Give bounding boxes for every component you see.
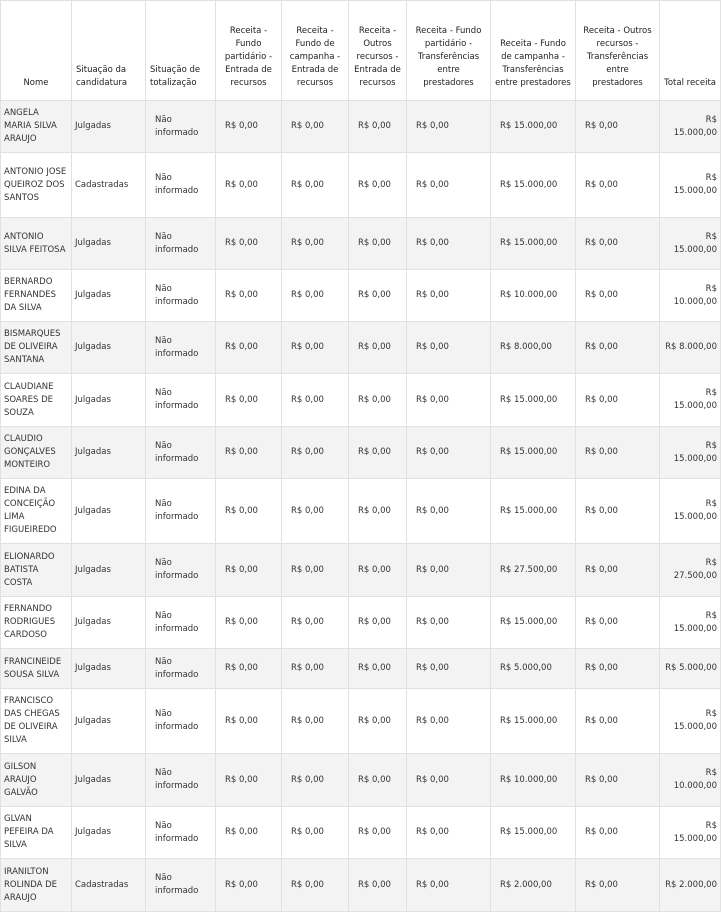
cell-total-receita: R$ 5.000,00 — [660, 649, 721, 689]
cell-fundo-campanha-entrada: R$ 0,00 — [282, 807, 349, 859]
cell-fundo-partidario-transferencias: R$ 0,00 — [407, 859, 491, 912]
cell-total-receita: R$ 15.000,00 — [660, 479, 721, 544]
cell-fundo-campanha-transferencias: R$ 8.000,00 — [491, 322, 576, 374]
column-header-fundo-partidario-entrada[interactable]: Receita - Fundo partidário - Entrada de recursos — [216, 1, 282, 101]
cell-outros-recursos-entrada: R$ 0,00 — [349, 754, 407, 807]
cell-total-receita: R$ 15.000,00 — [660, 218, 721, 270]
cell-situacao-totalizacao: Não informado — [146, 649, 216, 689]
cell-nome: ANTONIO SILVA FEITOSA — [1, 218, 72, 270]
cell-situacao-totalizacao: Não informado — [146, 689, 216, 754]
cell-situacao-candidatura: Julgadas — [72, 101, 146, 153]
cell-situacao-candidatura: Julgadas — [72, 479, 146, 544]
cell-fundo-partidario-transferencias: R$ 0,00 — [407, 689, 491, 754]
cell-fundo-campanha-entrada: R$ 0,00 — [282, 322, 349, 374]
cell-fundo-partidario-transferencias: R$ 0,00 — [407, 649, 491, 689]
cell-fundo-partidario-transferencias: R$ 0,00 — [407, 754, 491, 807]
cell-total-receita: R$ 15.000,00 — [660, 807, 721, 859]
cell-nome: FRANCINEIDE SOUSA SILVA — [1, 649, 72, 689]
cell-total-receita: R$ 15.000,00 — [660, 689, 721, 754]
cell-fundo-campanha-entrada: R$ 0,00 — [282, 427, 349, 479]
cell-fundo-campanha-transferencias: R$ 10.000,00 — [491, 754, 576, 807]
cell-fundo-campanha-transferencias: R$ 15.000,00 — [491, 597, 576, 649]
table-row — [1, 544, 721, 597]
cell-fundo-campanha-transferencias: R$ 27.500,00 — [491, 544, 576, 597]
cell-nome: BISMARQUES DE OLIVEIRA SANTANA — [1, 322, 72, 374]
cell-outros-recursos-entrada: R$ 0,00 — [349, 322, 407, 374]
table-row — [1, 218, 721, 270]
cell-outros-recursos-transferencias: R$ 0,00 — [576, 322, 660, 374]
cell-fundo-campanha-entrada: R$ 0,00 — [282, 689, 349, 754]
cell-fundo-partidario-entrada: R$ 0,00 — [216, 544, 282, 597]
cell-outros-recursos-entrada: R$ 0,00 — [349, 544, 407, 597]
column-header-total-receita[interactable]: Total receita — [660, 1, 721, 101]
cell-total-receita: R$ 2.000,00 — [660, 859, 721, 912]
table-row — [1, 859, 721, 912]
cell-situacao-candidatura: Julgadas — [72, 218, 146, 270]
cell-fundo-campanha-entrada: R$ 0,00 — [282, 649, 349, 689]
cell-total-receita: R$ 15.000,00 — [660, 597, 721, 649]
cell-fundo-partidario-transferencias: R$ 0,00 — [407, 544, 491, 597]
cell-nome: FERNANDO RODRIGUES CARDOSO — [1, 597, 72, 649]
cell-fundo-partidario-entrada: R$ 0,00 — [216, 807, 282, 859]
cell-outros-recursos-transferencias: R$ 0,00 — [576, 101, 660, 153]
table-row — [1, 270, 721, 322]
cell-situacao-candidatura: Julgadas — [72, 427, 146, 479]
cell-outros-recursos-entrada: R$ 0,00 — [349, 153, 407, 218]
cell-outros-recursos-transferencias: R$ 0,00 — [576, 807, 660, 859]
column-header-nome[interactable]: Nome — [1, 1, 72, 101]
cell-total-receita: R$ 8.000,00 — [660, 322, 721, 374]
table-row — [1, 649, 721, 689]
cell-outros-recursos-transferencias: R$ 0,00 — [576, 859, 660, 912]
cell-outros-recursos-entrada: R$ 0,00 — [349, 807, 407, 859]
cell-fundo-partidario-entrada: R$ 0,00 — [216, 689, 282, 754]
cell-total-receita: R$ 15.000,00 — [660, 101, 721, 153]
cell-situacao-candidatura: Cadastradas — [72, 153, 146, 218]
cell-fundo-campanha-entrada: R$ 0,00 — [282, 101, 349, 153]
cell-fundo-partidario-transferencias: R$ 0,00 — [407, 427, 491, 479]
cell-outros-recursos-transferencias: R$ 0,00 — [576, 374, 660, 427]
cell-fundo-campanha-entrada: R$ 0,00 — [282, 270, 349, 322]
cell-fundo-partidario-entrada: R$ 0,00 — [216, 101, 282, 153]
cell-situacao-candidatura: Julgadas — [72, 689, 146, 754]
cell-fundo-partidario-transferencias: R$ 0,00 — [407, 807, 491, 859]
cell-fundo-campanha-transferencias: R$ 5.000,00 — [491, 649, 576, 689]
cell-fundo-partidario-entrada: R$ 0,00 — [216, 374, 282, 427]
cell-situacao-candidatura: Julgadas — [72, 270, 146, 322]
cell-fundo-partidario-transferencias: R$ 0,00 — [407, 479, 491, 544]
cell-nome: ANGELA MARIA SILVA ARAUJO — [1, 101, 72, 153]
cell-nome: CLAUDIANE SOARES DE SOUZA — [1, 374, 72, 427]
cell-total-receita: R$ 15.000,00 — [660, 427, 721, 479]
cell-fundo-campanha-transferencias: R$ 15.000,00 — [491, 479, 576, 544]
table-row — [1, 322, 721, 374]
cell-fundo-partidario-entrada: R$ 0,00 — [216, 322, 282, 374]
cell-outros-recursos-entrada: R$ 0,00 — [349, 597, 407, 649]
cell-outros-recursos-entrada: R$ 0,00 — [349, 479, 407, 544]
cell-situacao-candidatura: Julgadas — [72, 807, 146, 859]
cell-fundo-campanha-transferencias: R$ 10.000,00 — [491, 270, 576, 322]
cell-fundo-partidario-entrada: R$ 0,00 — [216, 153, 282, 218]
cell-situacao-totalizacao: Não informado — [146, 374, 216, 427]
cell-fundo-partidario-entrada: R$ 0,00 — [216, 859, 282, 912]
cell-outros-recursos-transferencias: R$ 0,00 — [576, 649, 660, 689]
cell-fundo-partidario-entrada: R$ 0,00 — [216, 649, 282, 689]
cell-outros-recursos-entrada: R$ 0,00 — [349, 859, 407, 912]
cell-situacao-totalizacao: Não informado — [146, 597, 216, 649]
cell-fundo-campanha-transferencias: R$ 2.000,00 — [491, 859, 576, 912]
column-header-fundo-campanha-entrada[interactable]: Receita - Fundo de campanha - Entrada de recursos — [282, 1, 349, 101]
cell-situacao-totalizacao: Não informado — [146, 153, 216, 218]
cell-outros-recursos-transferencias: R$ 0,00 — [576, 427, 660, 479]
cell-nome: GILSON ARAUJO GALVÃO — [1, 754, 72, 807]
cell-outros-recursos-transferencias: R$ 0,00 — [576, 153, 660, 218]
table-row — [1, 427, 721, 479]
cell-situacao-candidatura: Julgadas — [72, 374, 146, 427]
cell-total-receita: R$ 10.000,00 — [660, 754, 721, 807]
cell-fundo-campanha-entrada: R$ 0,00 — [282, 859, 349, 912]
cell-nome: ANTONIO JOSE QUEIROZ DOS SANTOS — [1, 153, 72, 218]
cell-total-receita: R$ 10.000,00 — [660, 270, 721, 322]
table-row — [1, 689, 721, 754]
table-row — [1, 597, 721, 649]
cell-fundo-campanha-transferencias: R$ 15.000,00 — [491, 427, 576, 479]
cell-outros-recursos-entrada: R$ 0,00 — [349, 374, 407, 427]
column-header-situacao-candidatura[interactable]: Situação da candidatura — [72, 1, 146, 101]
table-header-row — [1, 1, 721, 101]
cell-outros-recursos-entrada: R$ 0,00 — [349, 218, 407, 270]
column-header-outros-recursos-entrada[interactable]: Receita - Outros recursos - Entrada de recursos — [349, 1, 407, 101]
cell-fundo-partidario-entrada: R$ 0,00 — [216, 754, 282, 807]
table-row — [1, 479, 721, 544]
cell-fundo-campanha-entrada: R$ 0,00 — [282, 374, 349, 427]
cell-outros-recursos-entrada: R$ 0,00 — [349, 649, 407, 689]
cell-outros-recursos-entrada: R$ 0,00 — [349, 689, 407, 754]
cell-situacao-totalizacao: Não informado — [146, 754, 216, 807]
cell-fundo-partidario-transferencias: R$ 0,00 — [407, 270, 491, 322]
table-body — [1, 101, 721, 912]
cell-situacao-totalizacao: Não informado — [146, 270, 216, 322]
cell-situacao-candidatura: Cadastradas — [72, 859, 146, 912]
column-header-situacao-totalizacao[interactable]: Situação de totalização — [146, 1, 216, 101]
table-row — [1, 754, 721, 807]
cell-nome: ELIONARDO BATISTA COSTA — [1, 544, 72, 597]
cell-situacao-totalizacao: Não informado — [146, 322, 216, 374]
cell-fundo-campanha-transferencias: R$ 15.000,00 — [491, 101, 576, 153]
cell-fundo-partidario-entrada: R$ 0,00 — [216, 270, 282, 322]
cell-situacao-candidatura: Julgadas — [72, 322, 146, 374]
cell-nome: EDINA DA CONCEIÇÃO LIMA FIGUEIREDO — [1, 479, 72, 544]
cell-outros-recursos-transferencias: R$ 0,00 — [576, 544, 660, 597]
cell-fundo-partidario-transferencias: R$ 0,00 — [407, 153, 491, 218]
cell-fundo-campanha-transferencias: R$ 15.000,00 — [491, 218, 576, 270]
cell-fundo-campanha-transferencias: R$ 15.000,00 — [491, 153, 576, 218]
cell-fundo-partidario-entrada: R$ 0,00 — [216, 427, 282, 479]
cell-situacao-totalizacao: Não informado — [146, 101, 216, 153]
cell-outros-recursos-entrada: R$ 0,00 — [349, 101, 407, 153]
cell-situacao-totalizacao: Não informado — [146, 427, 216, 479]
cell-situacao-candidatura: Julgadas — [72, 597, 146, 649]
cell-fundo-partidario-entrada: R$ 0,00 — [216, 479, 282, 544]
cell-nome: CLAUDIO GONÇALVES MONTEIRO — [1, 427, 72, 479]
cell-fundo-partidario-entrada: R$ 0,00 — [216, 218, 282, 270]
table-row — [1, 807, 721, 859]
cell-outros-recursos-transferencias: R$ 0,00 — [576, 754, 660, 807]
cell-fundo-partidario-transferencias: R$ 0,00 — [407, 218, 491, 270]
cell-fundo-campanha-entrada: R$ 0,00 — [282, 153, 349, 218]
column-header-fundo-partidario-transferencias[interactable]: Receita - Fundo partidário - Transferências entre prestadores — [407, 1, 491, 101]
cell-outros-recursos-transferencias: R$ 0,00 — [576, 689, 660, 754]
cell-outros-recursos-entrada: R$ 0,00 — [349, 427, 407, 479]
cell-outros-recursos-transferencias: R$ 0,00 — [576, 270, 660, 322]
cell-fundo-campanha-transferencias: R$ 15.000,00 — [491, 689, 576, 754]
cell-situacao-totalizacao: Não informado — [146, 859, 216, 912]
cell-nome: GLVAN PEFEIRA DA SILVA — [1, 807, 72, 859]
cell-outros-recursos-transferencias: R$ 0,00 — [576, 597, 660, 649]
table-row — [1, 153, 721, 218]
cell-nome: FRANCISCO DAS CHEGAS DE OLIVEIRA SILVA — [1, 689, 72, 754]
cell-fundo-campanha-entrada: R$ 0,00 — [282, 544, 349, 597]
cell-fundo-campanha-entrada: R$ 0,00 — [282, 479, 349, 544]
cell-fundo-partidario-entrada: R$ 0,00 — [216, 597, 282, 649]
cell-total-receita: R$ 27.500,00 — [660, 544, 721, 597]
cell-situacao-candidatura: Julgadas — [72, 754, 146, 807]
cell-situacao-totalizacao: Não informado — [146, 544, 216, 597]
cell-fundo-partidario-transferencias: R$ 0,00 — [407, 597, 491, 649]
cell-situacao-candidatura: Julgadas — [72, 544, 146, 597]
cell-total-receita: R$ 15.000,00 — [660, 153, 721, 218]
cell-fundo-campanha-entrada: R$ 0,00 — [282, 597, 349, 649]
cell-situacao-totalizacao: Não informado — [146, 479, 216, 544]
cell-total-receita: R$ 15.000,00 — [660, 374, 721, 427]
column-header-fundo-campanha-transferencias[interactable]: Receita - Fundo de campanha - Transferências entre prestadores — [491, 1, 576, 101]
cell-fundo-campanha-transferencias: R$ 15.000,00 — [491, 807, 576, 859]
cell-fundo-campanha-entrada: R$ 0,00 — [282, 218, 349, 270]
cell-situacao-totalizacao: Não informado — [146, 218, 216, 270]
cell-situacao-totalizacao: Não informado — [146, 807, 216, 859]
column-header-outros-recursos-transferencias[interactable]: Receita - Outros recursos - Transferências entre prestadores — [576, 1, 660, 101]
cell-fundo-partidario-transferencias: R$ 0,00 — [407, 374, 491, 427]
cell-outros-recursos-transferencias: R$ 0,00 — [576, 218, 660, 270]
cell-outros-recursos-transferencias: R$ 0,00 — [576, 479, 660, 544]
cell-fundo-partidario-transferencias: R$ 0,00 — [407, 101, 491, 153]
cell-fundo-campanha-transferencias: R$ 15.000,00 — [491, 374, 576, 427]
table-row — [1, 374, 721, 427]
cell-outros-recursos-entrada: R$ 0,00 — [349, 270, 407, 322]
cell-situacao-candidatura: Julgadas — [72, 649, 146, 689]
cell-nome: IRANILTON ROLINDA DE ARAUJO — [1, 859, 72, 912]
cell-fundo-campanha-entrada: R$ 0,00 — [282, 754, 349, 807]
cell-fundo-partidario-transferencias: R$ 0,00 — [407, 322, 491, 374]
table-row — [1, 101, 721, 153]
cell-nome: BERNARDO FERNANDES DA SILVA — [1, 270, 72, 322]
